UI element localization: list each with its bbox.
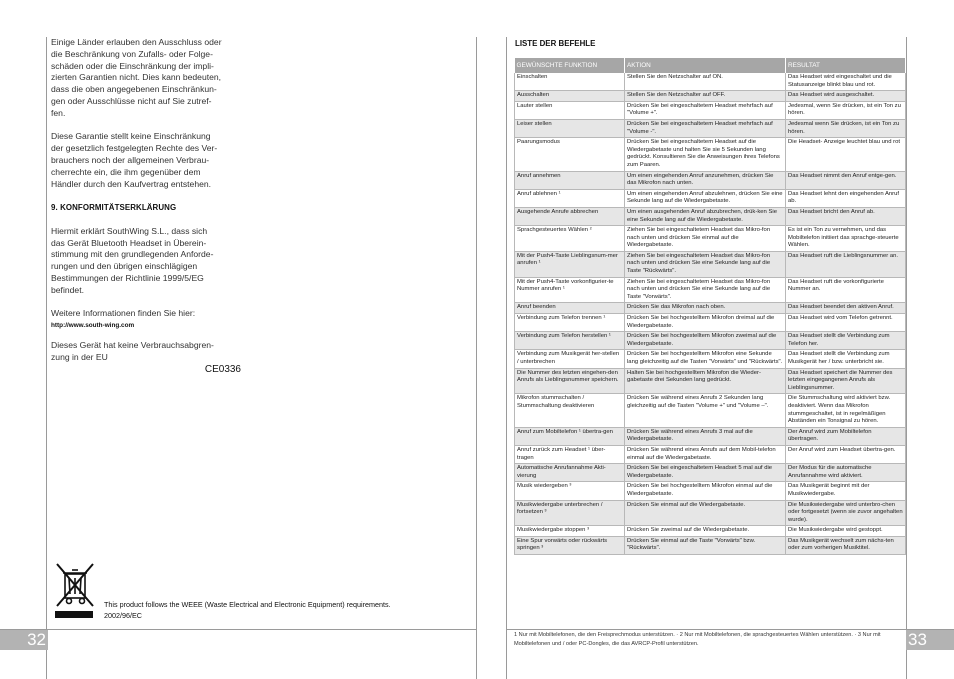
website-link[interactable]: http://www.south-wing.com	[51, 322, 135, 330]
function-cell: Musikwiedergabe stoppen ³	[515, 526, 625, 537]
action-cell: Drücken Sie bei hochgestelltem Mikrofon eine Sekunde lang gleichzeitig auf die Tasten "Vorwärts" und "Rückwärts".	[625, 350, 786, 368]
table-row	[515, 332, 906, 350]
function-cell: Verbindung zum Telefon herstellen ¹	[515, 332, 625, 350]
action-cell: Stellen Sie den Netzschalter auf OFF.	[625, 91, 786, 102]
result-cell: Das Headset wird eingeschaltet und die Statusanzeige blinkt blau und rot.	[786, 73, 906, 91]
function-cell: Ausschalten	[515, 91, 625, 102]
column-header-result: RESULTAT	[786, 58, 906, 73]
table-row	[515, 91, 906, 102]
result-cell: Der Anruf wird zum Headset übertra-gen.	[786, 445, 906, 463]
action-cell: Drücken Sie bei eingeschaltetem Headset 5 mal auf die Wiedergabetaste.	[625, 464, 786, 482]
function-cell: Anruf ablehnen ¹	[515, 189, 625, 207]
action-cell: Drücken Sie bei hochgestelltem Mikrofon dreimal auf die Wiedergabetaste.	[625, 314, 786, 332]
function-cell: Anruf beenden	[515, 303, 625, 314]
weee-bin-icon	[53, 560, 97, 618]
table-row	[515, 314, 906, 332]
function-cell: Musikwiedergabe unterbrechen / fortsetzen ³	[515, 500, 625, 526]
result-cell: Der Anruf wird zum Mobiltelefon übertragen.	[786, 427, 906, 445]
action-cell: Drücken Sie bei eingeschaltetem Headset mehrfach auf "Volume -".	[625, 119, 786, 137]
action-cell: Drücken Sie bei hochgestelltem Mikrofon zweimal auf die Wiedergabetaste.	[625, 332, 786, 350]
table-row	[515, 482, 906, 500]
result-cell: Das Headset stellt die Verbindung zum Telefon her.	[786, 332, 906, 350]
result-cell: Die Stummschaltung wird aktiviert bzw. deaktiviert. Wenn das Mikrofon stummgeschaltet, ist in regelmäßigen Abständen ein Tonsignal zu hören.	[786, 394, 906, 427]
function-cell: Sprachgesteuertes Wählen ²	[515, 226, 625, 252]
action-cell: Drücken Sie während eines Anrufs auf dem Mobil-telefon einmal auf die Wiedergabetaste.	[625, 445, 786, 463]
table-row	[515, 119, 906, 137]
right-margin-line	[906, 37, 907, 679]
function-cell: Automatische Anrufannahme Akti-vierung	[515, 464, 625, 482]
action-cell: Ziehen Sie bei eingeschaltetem Headset das Mikro-fon nach unten und drücken Sie eine Sekunde lang auf die Taste "Rückwärts".	[625, 251, 786, 277]
table-row	[515, 445, 906, 463]
action-cell: Um einen ausgehenden Anruf abzubrechen, drük-ken Sie eine Sekunde lang auf die Wiedergabetaste.	[625, 207, 786, 225]
action-cell: Drücken Sie während eines Anrufs 3 mal auf die Wiedergabetaste.	[625, 427, 786, 445]
more-info-text: Weitere Informationen finden Sie hier:	[51, 308, 196, 319]
commands-table	[514, 58, 906, 555]
action-cell: Drücken Sie bei hochgestelltem Mikrofon einmal auf die Wiedergabetaste.	[625, 482, 786, 500]
result-cell: Das Musikgerät beginnt mit der Musikwiedergabe.	[786, 482, 906, 500]
function-cell: Leiser stellen	[515, 119, 625, 137]
column-header-function: GEWÜNSCHTE FUNKTION	[515, 58, 625, 73]
commands-list-title: LISTE DER BEFEHLE	[515, 38, 596, 48]
conformity-paragraph: Hiermit erklärt SouthWing S.L., dass sich das Gerät Bluetooth Headset in Überein- stimmung mit den grundlegenden Anforde- rungen und den übrigen einschlägigen Bestimmungen der Richtlinie 1999/5/EG befindet.	[51, 225, 214, 295]
action-cell: Um einen eingehenden Anruf abzulehnen, drücken Sie eine Sekunde lang auf die Wiedergabetaste.	[625, 189, 786, 207]
table-row	[515, 189, 906, 207]
table-row	[515, 536, 906, 554]
action-cell: Drücken Sie einmal auf die Taste "Vorwärts" bzw. "Rückwärts".	[625, 536, 786, 554]
table-row	[515, 526, 906, 537]
left-margin-line	[46, 37, 47, 679]
weee-notice: This product follows the WEEE (Waste Electrical and Electronic Equipment) requirements. 2002/96/EC	[104, 600, 391, 620]
function-cell: Einschalten	[515, 73, 625, 91]
action-cell: Drücken Sie das Mikrofon nach oben.	[625, 303, 786, 314]
function-cell: Mit der Push4-Taste Lieblingsnum-mer anrufen ¹	[515, 251, 625, 277]
action-cell: Stellen Sie den Netzschalter auf ON.	[625, 73, 786, 91]
function-cell: Anruf annehmen	[515, 171, 625, 189]
result-cell: Die Musikwiedergabe wird gestoppt.	[786, 526, 906, 537]
table-row	[515, 394, 906, 427]
action-cell: Drücken Sie bei eingeschaltetem Headset auf die Wiedergabetaste und halten Sie sie 5 Sekunden lang gedrückt. Konsultieren Sie die Anweisungen ihres Telefons zum Paaren.	[625, 138, 786, 171]
action-cell: Ziehen Sie bei eingeschaltetem Headset das Mikro-fon nach unten und drücken Sie eine Sekunde lang auf die Taste "Vorwärts".	[625, 277, 786, 303]
left-page-content	[51, 37, 241, 387]
function-cell: Eine Spur vorwärts oder rückwärts springen ³	[515, 536, 625, 554]
center-line-left	[476, 37, 477, 679]
result-cell: Das Musikgerät wechselt zum nächs-ten oder zum vorherigen Musiktitel.	[786, 536, 906, 554]
table-row	[515, 138, 906, 171]
result-cell: Jedesmal, wenn Sie drücken, ist ein Ton zu hören.	[786, 101, 906, 119]
result-cell: Das Headset stellt die Verbindung zum Musikgerät her / bzw. unterbricht sie.	[786, 350, 906, 368]
result-cell: Das Headset wird ausgeschaltet.	[786, 91, 906, 102]
result-cell: Das Headset ruft die vorkonfigurierte Nummer an.	[786, 277, 906, 303]
right-bottom-rule	[506, 629, 954, 630]
result-cell: Die Headset- Anzeige leuchtet blau und rot	[786, 138, 906, 171]
function-cell: Mit der Push4-Taste vorkonfigurier-te Nummer anrufen ¹	[515, 277, 625, 303]
section-heading-conformity: 9. KONFORMITÄTSERKLÄRUNG	[51, 202, 177, 213]
result-cell: Das Headset ruft die Lieblingsnummer an.	[786, 251, 906, 277]
action-cell: Drücken Sie bei eingeschaltetem Headset mehrfach auf "Volume +".	[625, 101, 786, 119]
function-cell: Verbindung zum Telefon trennen ¹	[515, 314, 625, 332]
table-row	[515, 464, 906, 482]
table-row	[515, 226, 906, 252]
action-cell: Ziehen Sie bei eingeschaltetem Headset das Mikro-fon nach unten und drücken Sie einmal auf die Wiedergabetaste.	[625, 226, 786, 252]
function-cell: Die Nummer des letzten eingehen-den Anrufs als Lieblingsnummer speichern.	[515, 368, 625, 394]
table-row	[515, 73, 906, 91]
function-cell: Paarungsmodus	[515, 138, 625, 171]
action-cell: Drücken Sie einmal auf die Wiedergabetaste.	[625, 500, 786, 526]
result-cell: Der Modus für die automatische Anrufannahme wird aktiviert.	[786, 464, 906, 482]
function-cell: Mikrofon stummschalten / Stummschaltung deaktivieren	[515, 394, 625, 427]
warranty-paragraph-1: Einige Länder erlauben den Ausschluss oder die Beschränkung von Zufalls- oder Folge- schäden oder die Einschränkung der impli- zierten Garantien nicht. Dies kann bedeuten, dass die oben angegebenen Einschränkun- gen oder Ausschlüsse nicht auf Sie zutref- fen.	[51, 37, 222, 118]
column-header-action: AKTION	[625, 58, 786, 73]
footnotes: 1 Nur mit Mobiltelefonen, die den Freisprechmodus unterstützen. · 2 Nur mit Mobiltelefonen, die sprachgesteuertes Wählen unterstützen. · 3 Nur mit Mobiltelefonen und / oder PC-Dongles, die das AVRCP-Profil unterstützen.	[514, 632, 881, 647]
function-cell: Verbindung zum Musikgerät her-stellen / unterbrechen	[515, 350, 625, 368]
table-row	[515, 171, 906, 189]
table-row	[515, 101, 906, 119]
left-bottom-rule	[0, 629, 477, 630]
result-cell: Die Musikwiedergabe wird unterbro-chen oder fortgesetzt (wenn sie zuvor angehalten wurde).	[786, 500, 906, 526]
function-cell: Anruf zum Mobiltelefon ¹ übertra-gen	[515, 427, 625, 445]
page-number-left: 32	[0, 630, 48, 650]
function-cell: Ausgehende Anrufe abbrechen	[515, 207, 625, 225]
eu-consumption-paragraph: Dieses Gerät hat keine Verbrauchsabgren- zung in der EU	[51, 339, 214, 362]
table-row	[515, 303, 906, 314]
action-cell: Um einen eingehenden Anruf anzunehmen, drücken Sie das Mikrofon nach unten.	[625, 171, 786, 189]
table-row	[515, 207, 906, 225]
table-row	[515, 350, 906, 368]
result-cell: Das Headset beendet den aktiven Anruf.	[786, 303, 906, 314]
result-cell: Das Headset lehnt den eingehenden Anruf ab.	[786, 189, 906, 207]
result-cell: Jedesmal wenn Sie drücken, ist ein Ton zu hören.	[786, 119, 906, 137]
warranty-paragraph-2: Diese Garantie stellt keine Einschränkung der gesetzlich festgelegten Rechte des Ver- brauchers noch der allgemeinen Verbrau- cherrechte ein, die ihm gegenüber dem Händler durch den Kaufvertrag entstehen.	[51, 131, 218, 189]
result-cell: Das Headset nimmt den Anruf entge-gen.	[786, 171, 906, 189]
function-cell: Musik wiedergeben ³	[515, 482, 625, 500]
table-row	[515, 277, 906, 303]
result-cell: Das Headset speichert die Nummer des letzten eingegangenen Anrufs als Lieblingsnummer.	[786, 368, 906, 394]
page-number-right: 33	[906, 630, 954, 650]
table-row	[515, 251, 906, 277]
function-cell: Lauter stellen	[515, 101, 625, 119]
table-row	[515, 427, 906, 445]
table-row	[515, 500, 906, 526]
center-line-right	[506, 37, 507, 679]
action-cell: Drücken Sie während eines Anrufs 2 Sekunden lang gleichzeitig auf die Tasten "Volume +" und "Volume –".	[625, 394, 786, 427]
result-cell: Es ist ein Ton zu vernehmen, und das Mobiltelefon initiiert das sprachge-steuerte Wählen.	[786, 226, 906, 252]
action-cell: Halten Sie bei hochgestelltem Mikrofon die Wieder-gabetaste drei Sekunden lang gedrückt.	[625, 368, 786, 394]
function-cell: Anruf zurück zum Headset ¹ über-tragen	[515, 445, 625, 463]
ce-mark: CE0336	[204, 363, 241, 375]
result-cell: Das Headset bricht den Anruf ab.	[786, 207, 906, 225]
action-cell: Drücken Sie zweimal auf die Wiedergabetaste.	[625, 526, 786, 537]
commands-table-header	[515, 58, 906, 73]
table-row	[515, 368, 906, 394]
result-cell: Das Headset wird vom Telefon getrennt.	[786, 314, 906, 332]
